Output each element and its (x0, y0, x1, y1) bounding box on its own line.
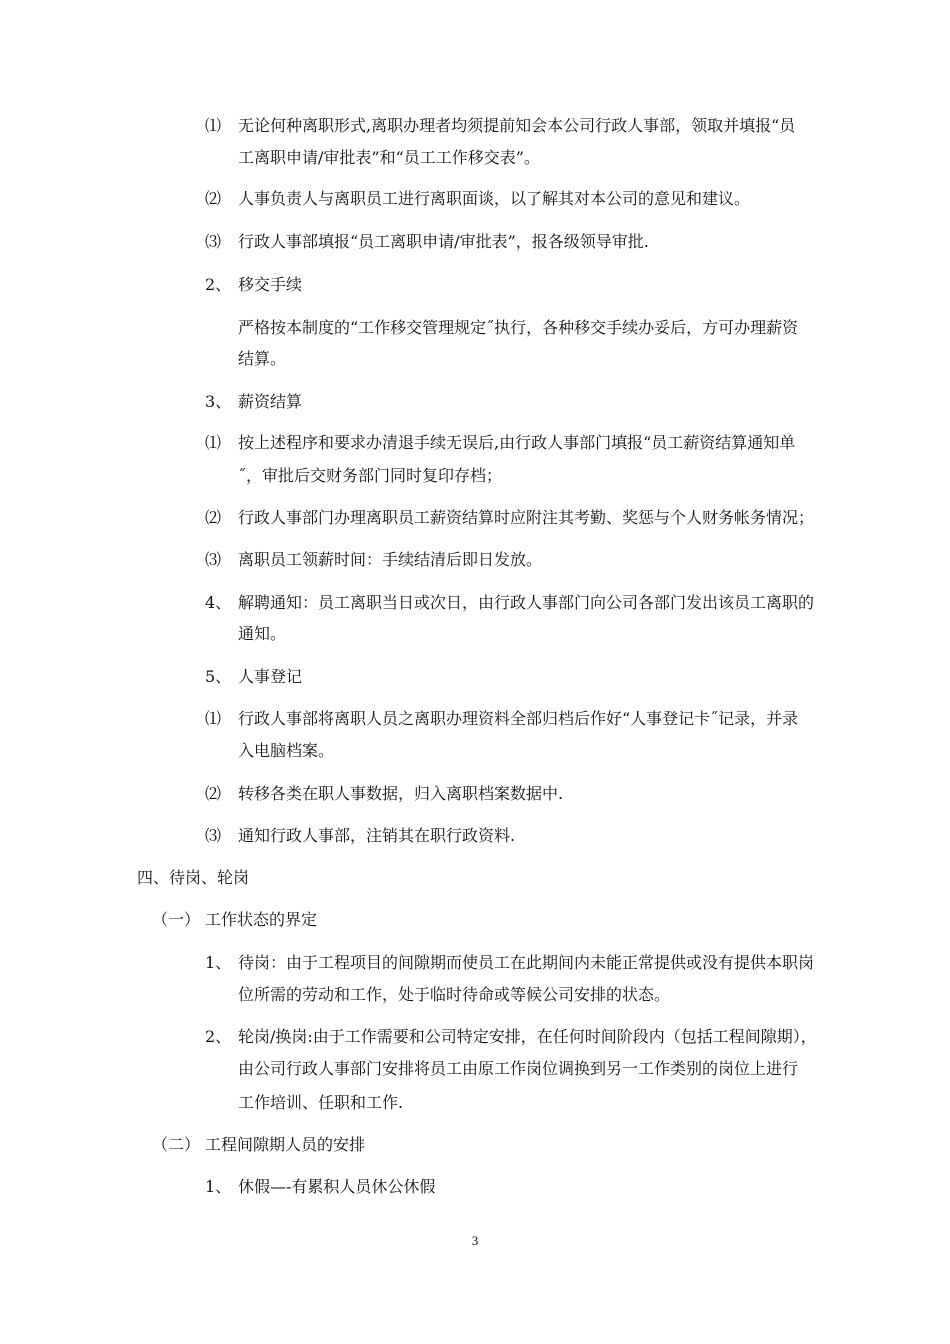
text-line: 严格按本制度的“工作移交管理规定˝执行，各种移交手续办妥后，方可办理薪资 (238, 318, 799, 337)
text-line: 工作培训、任职和工作. (238, 1093, 404, 1112)
text-line: 按上述程序和要求办清退手续无误后,由行政人事部门填报“员工薪资结算通知单 (238, 433, 796, 452)
section-number: 3、 (205, 392, 232, 411)
text-line: 转移各类在职人事数据，归入离职档案数据中. (238, 784, 564, 803)
text-line: ˝，审批后交财务部门同时复印存档； (238, 466, 503, 485)
text-line: 人事负责人与离职员工进行离职面谈，以了解其对本公司的意见和建议。 (238, 189, 751, 208)
section-heading: 薪资结算 (238, 392, 303, 411)
subsection-marker: （一） (152, 910, 201, 929)
text-line: 待岗：由于工程项目的间隙期而使员工在此期间内未能正常提供或没有提供本职岗 (238, 953, 815, 972)
text-line: 行政人事部门办理离职员工薪资结算时应附注其考勤、奖惩与个人财务帐务情况； (238, 508, 815, 527)
item-marker: ⑶ (205, 232, 222, 251)
text-line: 休假—-有累积人员休公休假 (238, 1177, 436, 1196)
section-number: 1、 (205, 1177, 232, 1196)
item-marker: ⑵ (205, 508, 222, 527)
text-line: 入电脑档案。 (238, 741, 335, 760)
text-line: 行政人事部将离职人员之离职办理资料全部归档后作好“人事登记卡˝记录，并录 (238, 709, 799, 728)
text-line: 无论何种离职形式,离职办理者均须提前知会本公司行政人事部，领取并填报“员 (238, 116, 796, 135)
text-line: 由公司行政人事部门安排将员工由原工作岗位调换到另一工作类别的岗位上进行 (238, 1059, 799, 1078)
section-number: 2、 (205, 275, 232, 294)
item-marker: ⑴ (205, 116, 222, 135)
text-line: 工离职申请/审批表”和“员工工作移交表”。 (238, 148, 540, 167)
section-heading: 人事登记 (238, 667, 303, 686)
item-marker: ⑴ (205, 709, 222, 728)
section-heading: 移交手续 (238, 275, 303, 294)
section-number: 1、 (205, 953, 232, 972)
text-line: 通知。 (238, 624, 287, 643)
section-number: 4、 (205, 593, 232, 612)
item-marker: ⑶ (205, 550, 222, 569)
text-line: 解聘通知：员工离职当日或次日，由行政人事部门向公司各部门发出该员工离职的 (238, 593, 815, 612)
page-number: 3 (471, 1233, 479, 1248)
text-line: 位所需的劳动和工作，处于临时待命或等候公司安排的状态。 (238, 985, 671, 1004)
section-number: 5、 (205, 667, 232, 686)
subsection-marker: （二） (152, 1135, 201, 1154)
item-marker: ⑴ (205, 433, 222, 452)
item-marker: ⑶ (205, 826, 222, 845)
section-number: 2、 (205, 1027, 232, 1046)
text-line: 通知行政人事部，注销其在职行政资料. (238, 826, 516, 845)
text-line: 行政人事部填报“员工离职申请/审批表”，报各级领导审批. (238, 232, 649, 251)
chapter-heading: 四、待岗、轮岗 (137, 868, 250, 887)
item-marker: ⑵ (205, 189, 222, 208)
text-line: 结算。 (238, 349, 287, 368)
subsection-heading: 工作状态的界定 (205, 910, 318, 929)
text-line: 离职员工领薪时间：手续结清后即日发放。 (238, 550, 543, 569)
subsection-heading: 工程间隙期人员的安排 (205, 1135, 366, 1154)
item-marker: ⑵ (205, 784, 222, 803)
text-line: 轮岗/换岗:由于工作需要和公司特定安排，在任何时间阶段内（包括工程间隙期）， (238, 1027, 817, 1046)
